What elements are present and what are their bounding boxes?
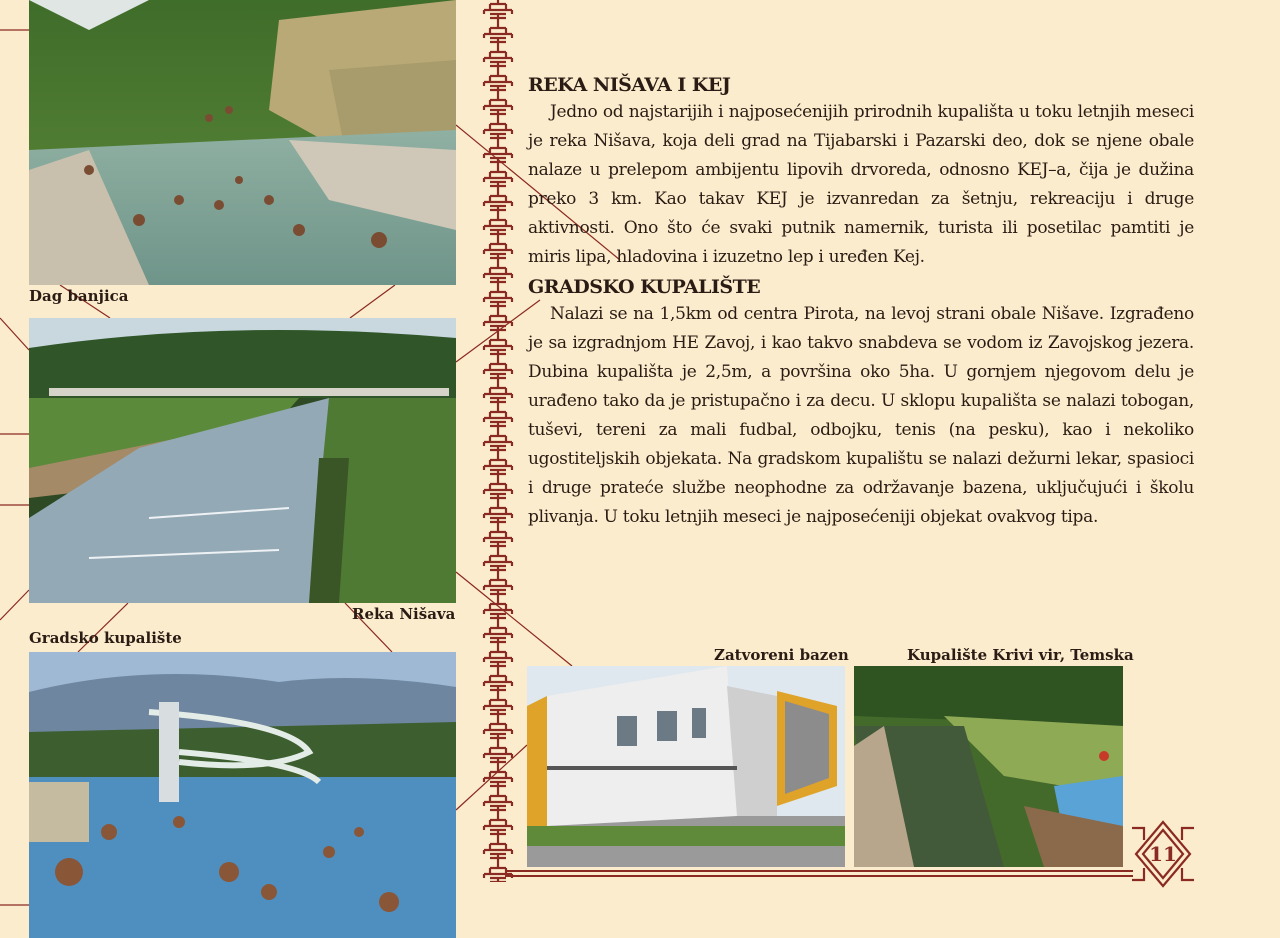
ornamental-border: [478, 0, 518, 882]
photo-zatvoreni-bazen: [527, 666, 845, 867]
paragraph-gradsko-kupaliste: Nalazi se na 1,5km od centra Pirota, na levoj strani obale Nišave. Izgrađeno je sa izgradnjom HE Zavoj, i kao takvo snabdeva se vodom iz Zavojskog jezera. Dubina kupališta je 2,5m, a površina oko 5ha. U gornjem njegovom delu je urađeno tako da je pristupačno i za decu. U sklopu kupališta se nalazi tobogan, tuševi, tereni za mali fudbal, odbojku, tenis (na pesku), kao i nekoliko ugostiteljskih objekata. Na gradskom kupalištu se nalazi dežurni lekar, spasioci i druge prateće službe neophodne za održavanje bazena, uključujući i školu plivanja. U toku letnjih meseci je najposećeniji objekat ovakvog tipa.: [528, 304, 1194, 527]
heading-reka-nisava: REKA NIŠAVA I KEJ: [528, 74, 731, 96]
caption-zatvoreni-bazen: Zatvoreni bazen: [714, 646, 849, 664]
text-column: [528, 72, 1194, 534]
photo-dag-banjica: [29, 0, 456, 285]
page-number: 11: [1149, 842, 1177, 866]
caption-gradsko-kupaliste: Gradsko kupalište: [29, 629, 182, 647]
paragraph-reka-nisava: Jedno od najstarijih i najposećenijih prirodnih kupališta u toku letnjih meseci je reka Nišava, koja deli grad na Tijabarski i Pazarski deo, dok se njene obale nalaze u prelepom ambijentu lipovih drvoreda, odnosno KEJ–a, čija je dužina preko 3 km. Kao takav KEJ je izvanredan za šetnju, rekreaciju i druge aktivnosti. Ono što će svaki putnik namernik, turista ili posetilac pamtiti je miris lipa, hladovina i izuzetno lep i uređen Kej.: [528, 102, 1194, 267]
page-number-badge: [1128, 818, 1198, 890]
photo-gradsko-kupaliste: [29, 652, 456, 938]
bottom-rule: [505, 870, 1133, 878]
caption-dag-banjica: Dag banjica: [29, 287, 129, 305]
caption-reka-nisava: Reka Nišava: [352, 605, 456, 623]
photo-krivi-vir: [854, 666, 1123, 867]
heading-gradsko-kupaliste: GRADSKO KUPALIŠTE: [528, 276, 761, 298]
photo-reka-nisava: [29, 318, 456, 603]
caption-krivi-vir: Kupalište Krivi vir, Temska: [907, 646, 1134, 664]
